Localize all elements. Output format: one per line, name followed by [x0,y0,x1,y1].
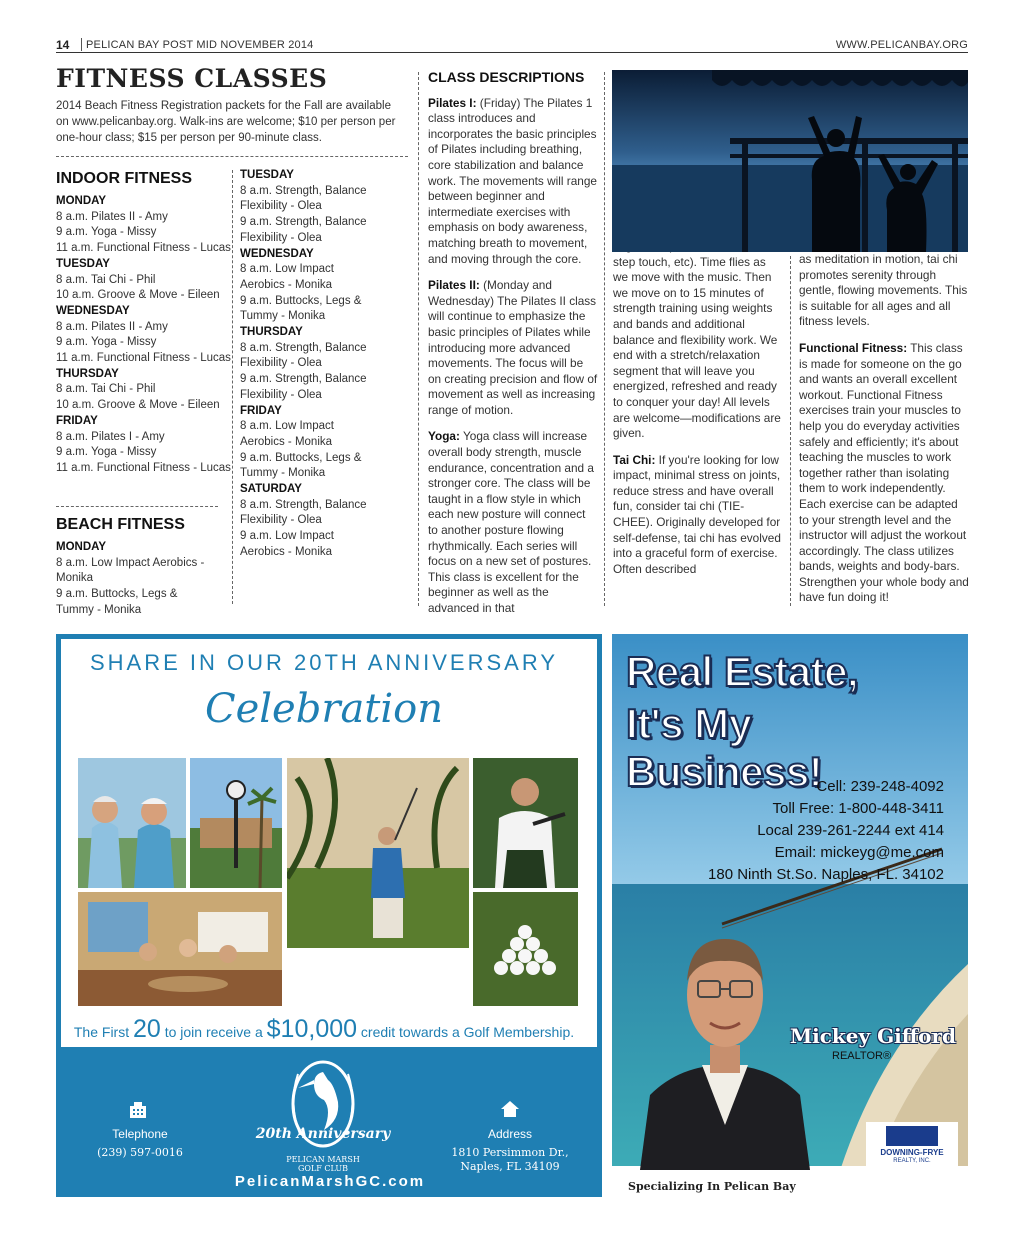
page-title: FITNESS CLASSES [56,64,328,93]
anniversary-logo-text: 20th Anniversary [255,1126,391,1142]
sunset-yoga-photo [612,70,968,252]
clubhouse-interior-photo [78,892,282,1006]
schedule-day: MONDAY 8 a.m. Pilates II - Amy 9 a.m. Yoga - Missy 11 a.m. Functional Fitness - Lucas [56,195,231,255]
contact-info [614,776,944,886]
schedule-day: TUESDAY 8 a.m. Strength, Balance Flexibility - Olea 9 a.m. Strength, Balance Flexibility - Olea [240,169,367,244]
beach-schedule: MONDAY 8 a.m. Low Impact Aerobics - Monika 9 a.m. Buttocks, Legs & Tummy - Monika [56,541,205,616]
yoga-description: Yoga: Yoga class will increase overall body strength, muscle endurance, concentration and a stronger core. The class will be taught in a flow style in which each new posture will connect to another posture flowing rhythmically. Each series will focus on a new set of postures. This class is excellent for the beginner as well as the advanced in that [428,429,594,615]
publication-name: PELICAN BAY POST MID NOVEMBER 2014 [86,39,314,51]
pilates-1-description: Pilates I: (Friday) The Pilates 1 class introduces and incorporates the basic principles of Pilates including breathing, core stabilization and balance work. The movements will range between beginner and intermediate exercises with emphasis on body awareness, matching breath to movement, and moving through the core. [428,95,597,266]
cell-phone[interactable]: Cell: 239-248-4092 [816,778,944,795]
toll-free-phone[interactable]: Toll Free: 1-800-448-3411 [772,800,944,817]
schedule-day: THURSDAY 8 a.m. Strength, Balance Flexibility - Olea 9 a.m. Strength, Balance Flexibility - Olea [240,326,367,401]
telephone-label: Telephone [112,1127,168,1141]
local-phone[interactable]: Local 239-261-2244 ext 414 [757,822,944,839]
page-number: 14 [56,38,70,52]
schedule-day: THURSDAY 8 a.m. Tai Chi - Phil 10 a.m. Groove & Move - Eileen [56,367,220,412]
intro-text: 2014 Beach Fitness Registration packets for the Fall are available on www.pelicanbay.org. Walk-ins are welcome; $10 per person per one-hour class; $15 per person per 90-minute class. [56,100,396,144]
column-rule [232,170,233,604]
groove-and-move-description: step touch, etc). Time flies as we move with the music. Then we move on to 15 minutes of strength training using weights and bands and additional balance and flexibility work. We end with a stretch/relaxation segment that will leave you energized, refreshed and ready to conquer your day! All levels are welcome—modifications are given. [613,254,781,441]
column-rule [604,72,605,606]
column-rule [790,256,791,606]
agent-tagline: Specializing In Pelican Bay [628,1180,796,1193]
column-rule [418,72,419,606]
golf-balls-photo [473,892,578,1006]
descriptions-column-1 [428,70,598,628]
email-address[interactable]: Email: mickeyg@me.com [774,844,944,861]
descriptions-column-3: as meditation in motion, tai chi promotes serenity through gentle, flowing movements. This is suitable for all ages and all fitness levels. Functional Fitness: This class is made for someone on the go and wants an overall excellent workout. Functional Fitness exercises train your muscles to help you do everyday activities safely and efficiently; it's about teaching the muscles to work together rather than isolating them to work independently. Each exercise can be adapted to your strength level and the instructor will adjust the workout accordingly. The class utilizes bands, weights and body-bars. Strengthen your whole body and have fun doing it! [799,252,969,605]
house-icon [500,1099,520,1119]
functional-fitness-description: Functional Fitness: This class is made for someone on the go and wants an overall excellent workout. Functional Fitness exercises train your muscles to help you do everyday activities safely and efficiently; it's about teaching the muscles to work together rather than isolating them to work independently. Each exercise can be adapted to your strength level and the instructor will adjust the workout accordingly. The class utilizes bands, weights and body-bars. Strengthen your whole body and have fun doing it! [799,340,969,605]
schedule-day: TUESDAY 8 a.m. Tai Chi - Phil 10 a.m. Groove & Move - Eileen [56,257,220,302]
schedule-day: WEDNESDAY 8 a.m. Low Impact Aerobics - Monika 9 a.m. Buttocks, Legs & Tummy - Monika [240,247,362,323]
class-descriptions-heading: CLASS DESCRIPTIONS [428,69,585,85]
beach-fitness-heading: BEACH FITNESS [56,516,185,533]
indoor-fitness-heading: INDOOR FITNESS [56,170,193,187]
agent-role: REALTOR® [832,1050,892,1062]
agent-name: Mickey Gifford [790,1024,957,1048]
schedule-day: FRIDAY 8 a.m. Low Impact Aerobics - Monika 9 a.m. Buttocks, Legs & Tummy - Monika [240,404,362,480]
header-rule [56,52,968,53]
brokerage-logo-mark [886,1126,938,1146]
website-link[interactable]: WWW.PELICANBAY.ORG [835,39,968,51]
tai-chi-description: Tai Chi: If you're looking for low impact, minimal stress on joints, reduce stress and have overall fun, consider tai chi (TIE-CHEE). Originally developed for self-defense, tai chi has evolved into a graceful form of exercise. Often described [613,452,781,576]
schedule-day: FRIDAY 8 a.m. Pilates I - Amy 9 a.m. Yoga - Missy 11 a.m. Functional Fitness - Lucas [56,414,231,474]
dashed-divider [56,506,218,507]
clocktower-photo [190,758,282,888]
pelican-marsh-logo [268,1054,378,1164]
real-estate-title-line-1: Real Estate, [626,648,859,695]
telephone-number[interactable]: (239) 597-0016 [97,1146,183,1159]
agent-portrait [640,915,810,1170]
golfer-swing-photo [287,758,469,948]
beach-schedule-continued [240,168,410,561]
golf-club-website[interactable]: PelicanMarshGC.com [234,1173,426,1190]
membership-offer-text: The First 20 to join receive a $10,000 credit towards a Golf Membership. [73,1015,575,1043]
schedule-day: SATURDAY 8 a.m. Strength, Balance Flexibility - Olea 9 a.m. Low Impact Aerobics - Monika [240,483,367,558]
address-label: Address [487,1127,533,1141]
club-name: PELICAN MARSH GOLF CLUB [286,1155,360,1173]
real-estate-title-line-2: It's My Business! [626,700,823,795]
address-text: 1810 Persimmon Dr., Naples, FL 34109 [451,1146,569,1173]
bagpiper-photo [473,758,578,888]
less-than-a-mile-caption: Less than a mile away from Pelican Bay [299,961,457,996]
schedule-day: WEDNESDAY 8 a.m. Pilates II - Amy 9 a.m. Yoga - Missy 11 a.m. Functional Fitness - Lucas [56,304,231,365]
brokerage-logo: DOWNING-FRYE REALTY, INC. [866,1122,958,1170]
telephone-icon [128,1100,148,1120]
office-address: 180 Ninth St.So. Naples, FL. 34102 [708,866,944,883]
dashed-divider [56,156,408,157]
golfers-photo [78,758,186,888]
header-divider [81,38,82,51]
indoor-schedule [56,194,231,477]
ad-celebration-script: Celebration [204,686,444,732]
pilates-2-description: Pilates II: (Monday and Wednesday) The Pilates II class will continue to emphasize the basic principles of Pilates while introducing more advanced movements. The focus will be on creating precision and flow of movement as well as increasing range of motion. [428,278,598,417]
ad-share-heading: SHARE IN OUR 20TH ANNIVERSARY [89,650,559,675]
